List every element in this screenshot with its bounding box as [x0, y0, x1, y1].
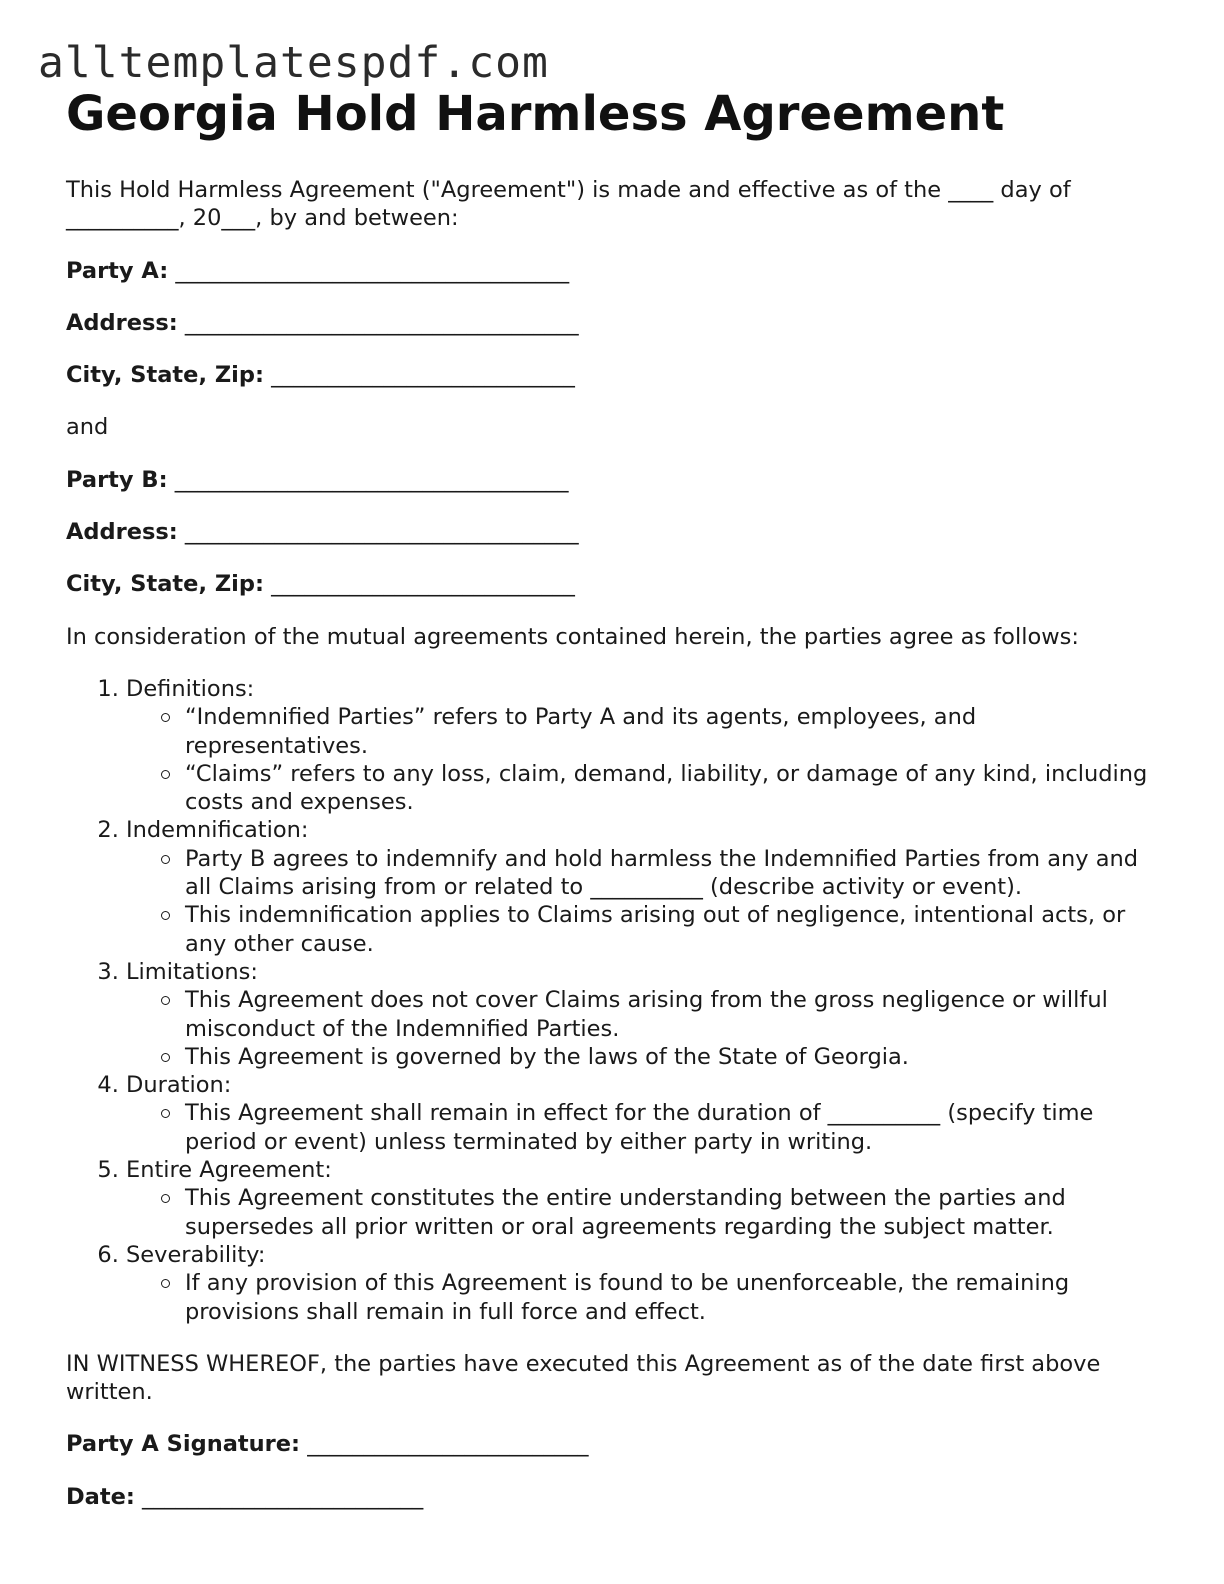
party-a-address-label: Address:: [66, 309, 178, 336]
section-item: [126, 1156, 1156, 1241]
signature-line: _________________________: [307, 1431, 589, 1458]
section-heading: Duration:: [126, 1072, 232, 1099]
party-a-name-line: ___________________________________: [175, 257, 570, 284]
party-b-name-field: [66, 466, 1156, 494]
party-b-city-line: ___________________________: [271, 571, 575, 598]
section-items: [126, 986, 1156, 1071]
section-bullet: “Claims” refers to any loss, claim, demand, liability, or damage of any kind, including costs and expenses.: [185, 760, 1156, 817]
party-b-address-field: [66, 518, 1156, 546]
date-label: Date:: [66, 1483, 135, 1510]
section-bullet: This Agreement does not cover Claims arising from the gross negligence or willful misconduct of the Indemnified Parties.: [185, 986, 1156, 1043]
party-b-city-field: [66, 570, 1156, 598]
section-item: [126, 1071, 1156, 1156]
document-page: [66, 86, 1156, 1511]
party-a-city-label: City, State, Zip:: [66, 362, 264, 389]
intro-paragraph: This Hold Harmless Agreement ("Agreement") is made and effective as of the ____ day of __________, 20___, by and between:: [66, 177, 1071, 232]
section-items: [126, 1184, 1156, 1241]
section-heading: Entire Agreement:: [126, 1157, 332, 1184]
signature-label: Party A Signature:: [66, 1431, 301, 1458]
party-a-name-label: Party A:: [66, 257, 169, 284]
date-line: _________________________: [142, 1483, 424, 1510]
consideration-paragraph: In consideration of the mutual agreements contained herein, the parties agree as follows:: [66, 623, 1079, 650]
section-heading: Limitations:: [126, 958, 258, 985]
section-items: [126, 703, 1156, 816]
section-heading: Severability:: [126, 1241, 266, 1268]
and-text: and: [66, 414, 109, 441]
witness-paragraph: IN WITNESS WHEREOF, the parties have executed this Agreement as of the date first above written.: [66, 1350, 1101, 1406]
section-item: [126, 1241, 1156, 1326]
party-a-signature-field: [66, 1430, 1156, 1458]
party-b-address-label: Address:: [66, 519, 178, 546]
party-b-address-line: ___________________________________: [184, 519, 579, 546]
section-items: [126, 1099, 1156, 1156]
section-heading: Definitions:: [126, 675, 255, 702]
section-bullet: This Agreement constitutes the entire understanding between the parties and supersedes all prior written or oral agreements regarding the subject matter.: [185, 1184, 1156, 1241]
party-a-city-line: ___________________________: [271, 362, 575, 389]
section-items: [126, 845, 1156, 958]
section-bullet: This Agreement is governed by the laws of the State of Georgia.: [185, 1043, 1156, 1071]
section-bullet: This Agreement shall remain in effect for the duration of __________ (specify time period or event) unless terminated by either party in writing.: [185, 1099, 1156, 1156]
section-bullet: This indemnification applies to Claims arising out of negligence, intentional acts, or any other cause.: [185, 901, 1156, 958]
section-items: [126, 1269, 1156, 1326]
section-bullet: Party B agrees to indemnify and hold harmless the Indemnified Parties from any and all Claims arising from or related to __________ (describe activity or event).: [185, 845, 1156, 902]
party-a-address-line: ___________________________________: [184, 309, 579, 336]
date-field: [66, 1483, 1156, 1511]
document-title: Georgia Hold Harmless Agreement: [66, 86, 1005, 142]
section-item: [126, 675, 1156, 816]
sections-list: [66, 675, 1156, 1326]
party-b-name-label: Party B:: [66, 466, 168, 493]
watermark: alltemplatespdf.com: [38, 38, 549, 88]
party-b-city-label: City, State, Zip:: [66, 571, 264, 598]
section-item: [126, 816, 1156, 957]
section-bullet: “Indemnified Parties” refers to Party A and its agents, employees, and representatives.: [185, 703, 1156, 760]
party-a-address-field: [66, 309, 1156, 337]
section-bullet: If any provision of this Agreement is found to be unenforceable, the remaining provisions shall remain in full force and effect.: [185, 1269, 1156, 1326]
section-item: [126, 958, 1156, 1071]
party-b-name-line: ___________________________________: [174, 466, 569, 493]
party-a-name-field: [66, 257, 1156, 285]
section-heading: Indemnification:: [126, 817, 309, 844]
party-a-city-field: [66, 361, 1156, 389]
